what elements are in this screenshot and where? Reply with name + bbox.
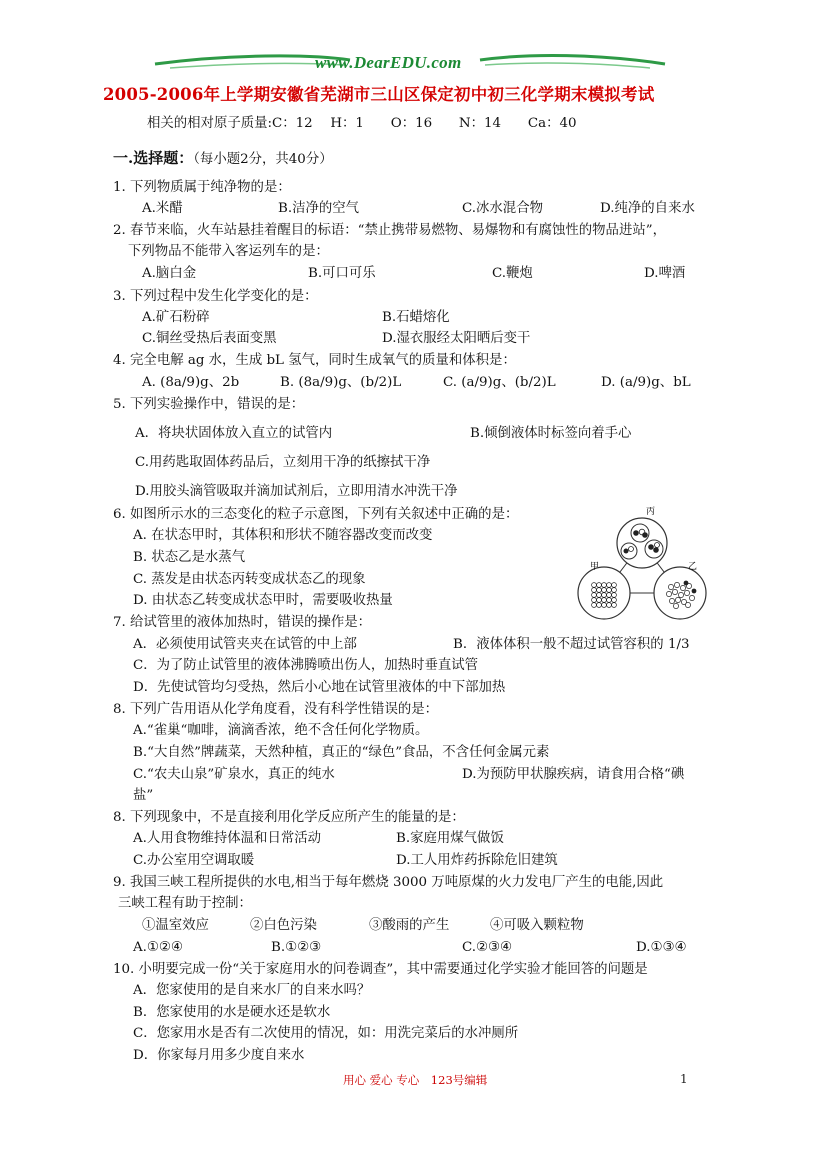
q5-option-b: B.倾倒液体时标签向着手心 xyxy=(470,426,632,441)
q8b-option-a: A.人用食物维持体温和日常活动 xyxy=(133,831,322,846)
q8b-stem: 8. 下列现象中，不是直接利用化学反应所产生的能量的是： xyxy=(113,810,465,825)
state-bing-label: 丙 xyxy=(646,507,656,517)
q10-stem: 10. 小明要完成一份“关于家庭用水的问卷调查”，其中需要通过化学实验才能回答的问题是 xyxy=(113,962,648,977)
q3-option-c: C.铜丝受热后表面变黑 xyxy=(142,331,277,346)
q8-stem: 8. 下列广告用语从化学角度看，没有科学性错误的是： xyxy=(113,702,439,717)
q10-option-c: C．您家用水是否有二次使用的情况，如：用洗完菜后的水冲厕所 xyxy=(133,1026,519,1041)
q1-option-a: A.米醋 xyxy=(142,201,183,216)
q8-option-c: C.“农夫山泉”矿泉水，真正的纯水 xyxy=(133,767,335,782)
q2-option-c: C.鞭炮 xyxy=(492,266,533,281)
section-note: （每小题2分，共40分） xyxy=(193,152,333,167)
q9-stem-cont: 三峡工程有助于控制： xyxy=(118,896,252,911)
q8-option-b: B.“大自然”牌蔬菜，天然种植，真正的“绿色”食品，不含任何金属元素 xyxy=(133,745,550,760)
q6-stem: 6. 如图所示水的三态变化的粒子示意图，下列有关叙述中正确的是： xyxy=(113,507,519,522)
q6-option-a: A. 在状态甲时，其体积和形状不随容器改变而改变 xyxy=(133,528,433,543)
page-number: 1 xyxy=(680,1072,688,1086)
q8-option-d-cont: 盐” xyxy=(133,788,154,803)
q9-option-b: B.①②③ xyxy=(271,940,322,955)
q8b-option-d: D.工人用炸药拆除危旧建筑 xyxy=(396,853,558,868)
q10-option-b: B．您家使用的水是硬水还是软水 xyxy=(133,1005,331,1020)
q8-option-a: A.“雀巢“咖啡，滴滴香浓，绝不含任何化学物质。 xyxy=(133,723,429,738)
q2-option-d: D.啤酒 xyxy=(644,266,686,281)
q9-item-4: ④可吸入颗粒物 xyxy=(490,918,584,933)
q2-option-b: B.可口可乐 xyxy=(308,266,376,281)
q3-stem: 3. 下列过程中发生化学变化的是： xyxy=(113,289,318,304)
q4-option-d: D. (a/9)g、bL xyxy=(601,375,691,390)
q3-option-b: B.石蜡熔化 xyxy=(382,310,450,325)
atomic-mass-line: 相关的相对原子质量:C：12 H：1 O：16 N：14 Ca：40 xyxy=(147,116,577,131)
q9-item-2: ②白色污染 xyxy=(250,918,317,933)
q3-option-d: D.湿衣服经太阳晒后变干 xyxy=(382,331,531,346)
q8b-option-b: B.家庭用煤气做饭 xyxy=(396,831,504,846)
q7-option-c: C．为了防止试管里的液体沸腾喷出伤人，加热时垂直试管 xyxy=(133,658,479,673)
q2-stem-cont: 下列物品不能带入客运列车的是： xyxy=(128,244,329,259)
q5-option-c: C.用药匙取固体药品后，立刻用干净的纸擦拭干净 xyxy=(135,455,431,470)
q4-stem: 4. 完全电解 ag 水，生成 bL 氢气，同时生成氧气的质量和体积是： xyxy=(113,353,516,368)
q9-stem: 9. 我国三峡工程所提供的水电,相当于每年燃烧 3000 万吨原煤的火力发电厂产生的电能,因此 xyxy=(113,875,664,890)
q6-option-b: B. 状态乙是水蒸气 xyxy=(133,550,246,565)
q6-option-d: D. 由状态乙转变成状态甲时，需要吸收热量 xyxy=(133,593,393,608)
q9-option-d: D.①③④ xyxy=(636,940,687,955)
q7-option-b: B．液体体积一般不超过试管容积的 1/3 xyxy=(453,637,690,652)
section-heading xyxy=(113,147,333,169)
q1-option-d: D.纯净的自来水 xyxy=(600,201,695,216)
q1-stem: 1. 下列物质属于纯净物的是： xyxy=(113,180,291,195)
footer-text: 用心 爱心 专心 123号编辑 xyxy=(343,1073,488,1087)
q4-option-a: A. (8a/9)g、2b xyxy=(142,375,240,390)
q8-option-d: D.为预防甲状腺疾病，请食用合格“碘 xyxy=(462,767,685,782)
q5-option-a: A．将块状固体放入直立的试管内 xyxy=(135,426,333,441)
section-title: 一.选择题： xyxy=(113,149,194,167)
q3-option-a: A.矿石粉碎 xyxy=(142,310,210,325)
q7-option-a: A．必须使用试管夹夹在试管的中上部 xyxy=(133,637,357,652)
q9-item-3: ③酸雨的产生 xyxy=(369,918,450,933)
q8b-option-c: C.办公室用空调取暖 xyxy=(133,853,255,868)
q7-option-d: D．先使试管均匀受热，然后小心地在试管里液体的中下部加热 xyxy=(133,680,506,695)
page-title: 2005-2006年上学期安徽省芜湖市三山区保定初中初三化学期末模拟考试 xyxy=(103,85,655,104)
water-states-diagram xyxy=(576,505,708,623)
q9-item-1: ①温室效应 xyxy=(142,918,209,933)
q4-option-c: C. (a/9)g、(b/2)L xyxy=(443,375,556,390)
q1-option-b: B.洁净的空气 xyxy=(278,201,360,216)
q1-option-c: C.冰水混合物 xyxy=(462,201,543,216)
q9-option-a: A.①②④ xyxy=(133,940,183,955)
header-logo-text: www.DearEDU.com xyxy=(315,53,462,72)
q5-stem: 5. 下列实验操作中，错误的是： xyxy=(113,397,305,412)
q6-option-c: C. 蒸发是由状态丙转变成状态乙的现象 xyxy=(133,572,366,587)
q2-option-a: A.脑白金 xyxy=(142,266,197,281)
q10-option-a: A．您家使用的是自来水厂的自来水吗？ xyxy=(133,983,371,998)
q9-option-c: C.②③④ xyxy=(462,940,513,955)
state-jia-label: 甲 xyxy=(590,562,600,572)
q5-option-d: D.用胶头滴管吸取并滴加试剂后，立即用清水冲洗干净 xyxy=(135,484,458,499)
q10-option-d: D．你家每月用多少度自来水 xyxy=(133,1048,305,1063)
q7-stem: 7. 给试管里的液体加热时，错误的操作是： xyxy=(113,615,372,630)
state-yi-label: 乙 xyxy=(688,562,698,572)
q4-option-b: B. (8a/9)g、(b/2)L xyxy=(280,375,402,390)
q2-stem: 2. 春节来临，火车站悬挂着醒目的标语：“禁止携带易燃物、易爆物和有腐蚀性的物品进站”， xyxy=(113,223,666,238)
